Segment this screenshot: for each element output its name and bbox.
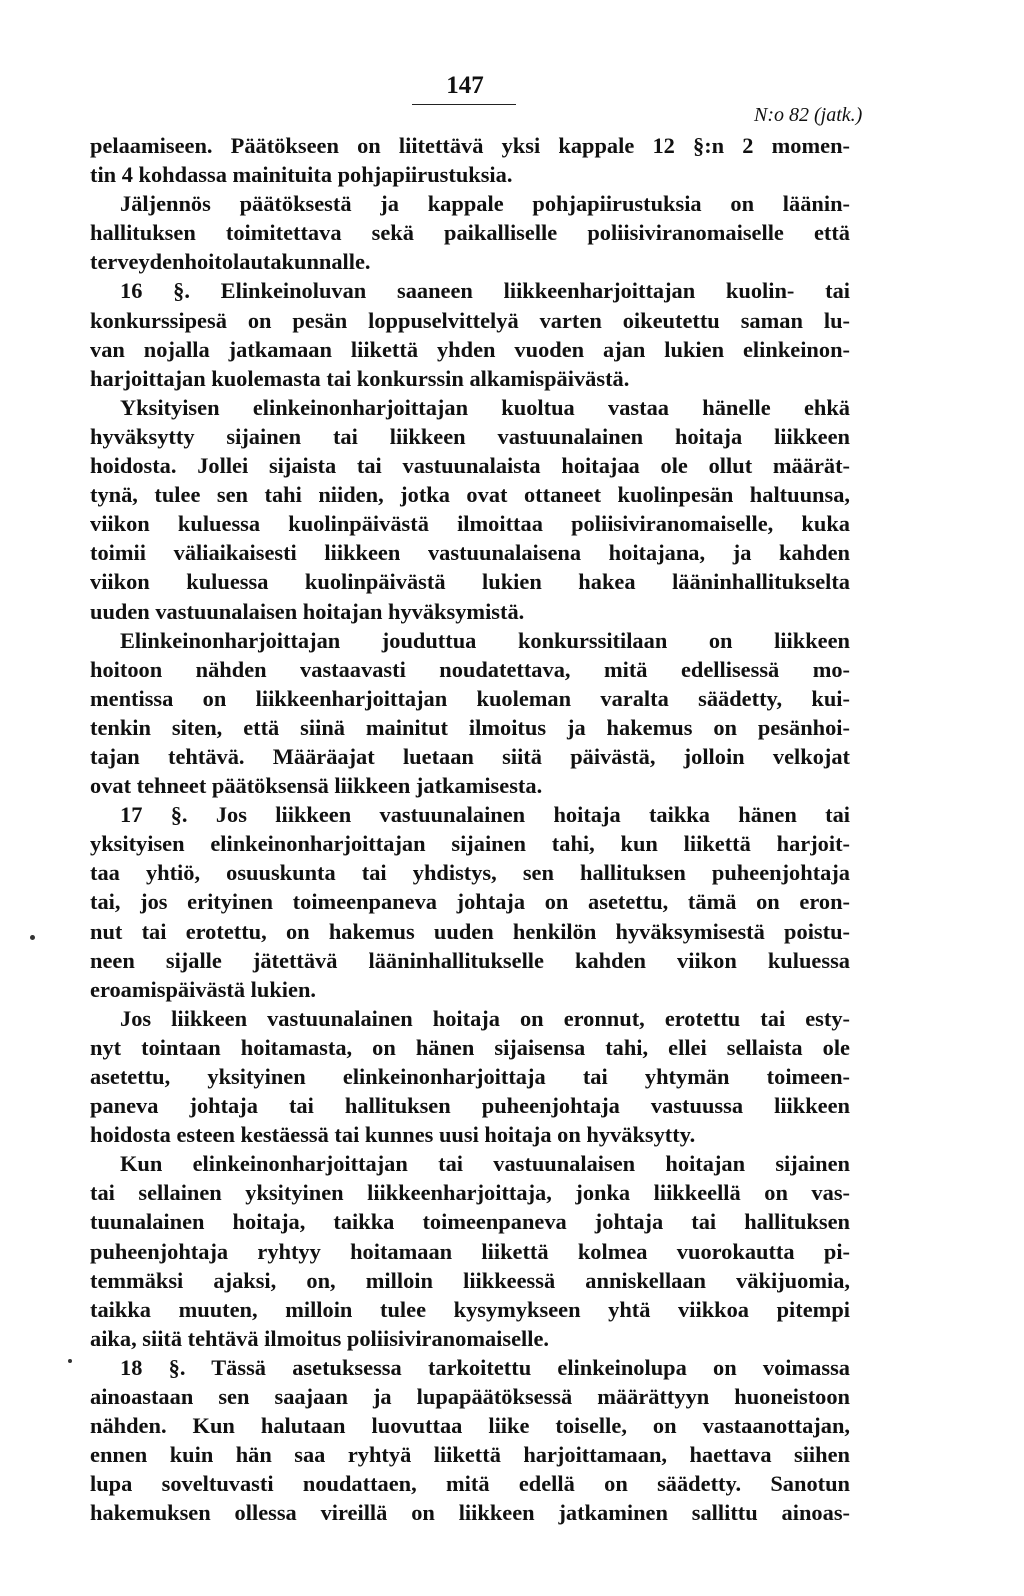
text-line: nut tai erotettu, on hakemus uuden henkilön hyväksymisestä poistu- bbox=[90, 918, 850, 944]
text-line: pelaamiseen. Päätökseen on liitettävä yksi kappale 12 §:n 2 momen- bbox=[90, 133, 850, 158]
text-line: terveydenhoitolautakunnalle. bbox=[90, 249, 371, 275]
text-line: yksityisen elinkeinonharjoittajan sijainen tahi, kun liikettä harjoit- bbox=[90, 831, 850, 857]
text-line: hakemuksen ollessa vireillä on liikkeen jatkaminen sallittu ainoas- bbox=[90, 1500, 850, 1526]
text-line: puheenjohtaja ryhtyy hoitamaan liikettä kolmea vuorokautta pi- bbox=[90, 1238, 850, 1264]
text-line: Yksityisen elinkeinonharjoittajan kuoltua vastaa hänelle ehkä bbox=[120, 394, 850, 420]
text-line: tai, jos erityinen toimeenpaneva johtaja on asetettu, tämä on eron- bbox=[90, 889, 850, 915]
text-line: ovat tehneet päätöksensä liikkeen jatkamisesta. bbox=[90, 773, 543, 799]
text-line: taikka muuten, milloin tulee kysymykseen yhtä viikkoa pitempi bbox=[90, 1296, 850, 1322]
text-line: eroamispäivästä lukien. bbox=[90, 976, 317, 1002]
text-line: viikon kuluessa kuolinpäivästä ilmoittaa poliisiviranomaiselle, kuka bbox=[90, 511, 850, 537]
text-line: konkurssipesä on pesän loppuselvittelyä varten oikeutettu saman lu- bbox=[90, 307, 850, 333]
text-line: hallituksen toimitettava sekä paikalliselle poliisiviranomaiselle että bbox=[90, 220, 850, 246]
text-line: hoidosta. Jollei sijaista tai vastuunalaista hoitajaa ole ollut määrät- bbox=[90, 453, 850, 479]
print-speck bbox=[30, 935, 35, 940]
text-line: hoitoon nähden vastaavasti noudatettava, mitä edellisessä mo- bbox=[90, 656, 850, 682]
text-line: aika, siitä tehtävä ilmoitus poliisiviranomaiselle. bbox=[90, 1325, 550, 1351]
text-line: mentissa on liikkeenharjoittajan kuoleman varalta säädetty, kui- bbox=[90, 685, 850, 711]
text-line: tin 4 kohdassa mainituita pohjapiirustuksia. bbox=[90, 162, 513, 188]
text-line: neen sijalle jätettävä lääninhallitukselle kahden viikon kuluessa bbox=[90, 947, 850, 973]
text-line: taa yhtiö, osuuskunta tai yhdistys, sen hallituksen puheenjohtaja bbox=[90, 860, 850, 886]
document-reference: N:o 82 (jatk.) bbox=[754, 104, 863, 126]
text-line: Elinkeinonharjoittajan jouduttua konkurssitilaan on liikkeen bbox=[120, 627, 850, 653]
text-line: 18 §. Tässä asetuksessa tarkoitettu elinkeinolupa on voimassa bbox=[120, 1354, 850, 1380]
text-line: tenkin siten, että siinä mainitut ilmoitus ja hakemus on pesänhoi- bbox=[90, 714, 850, 740]
text-line: Kun elinkeinonharjoittajan tai vastuunalaisen hoitajan sijainen bbox=[120, 1151, 850, 1177]
text-line: viikon kuluessa kuolinpäivästä lukien hakea lääninhallitukselta bbox=[90, 569, 850, 595]
text-line: lupa soveltuvasti noudattaen, mitä edellä on säädetty. Sanotun bbox=[90, 1471, 850, 1497]
page-number-rule bbox=[412, 104, 516, 105]
text-line: 17 §. Jos liikkeen vastuunalainen hoitaja taikka hänen tai bbox=[120, 802, 850, 828]
print-speck bbox=[68, 1359, 72, 1363]
page-number: 147 bbox=[446, 72, 484, 99]
text-line: paneva johtaja tai hallituksen puheenjohtaja vastuussa liikkeen bbox=[90, 1093, 850, 1119]
text-line: ennen kuin hän saa ryhtyä liikettä harjoittamaan, haettava siihen bbox=[90, 1442, 850, 1468]
text-line: hyväksytty sijainen tai liikkeen vastuunalainen hoitaja liikkeen bbox=[90, 423, 850, 449]
text-line: van nojalla jatkamaan liikettä yhden vuoden ajan lukien elinkeinon- bbox=[90, 336, 850, 362]
text-line: nähden. Kun halutaan luovuttaa liike toiselle, on vastaanottajan, bbox=[90, 1413, 850, 1439]
text-line: tynä, tulee sen tahi niiden, jotka ovat ottaneet kuolinpesän haltuunsa, bbox=[90, 482, 850, 508]
text-line: tai sellainen yksityinen liikkeenharjoittaja, jonka liikkeellä on vas- bbox=[90, 1180, 850, 1206]
text-line: asetettu, yksityinen elinkeinonharjoittaja tai yhtymän toimeen- bbox=[90, 1064, 850, 1089]
text-line: Jäljennös päätöksestä ja kappale pohjapiirustuksia on läänin- bbox=[120, 191, 850, 217]
text-line: hoidosta esteen kestäessä tai kunnes uusi hoitaja on hyväksytty. bbox=[90, 1122, 696, 1148]
body-text bbox=[90, 131, 850, 1528]
text-line: tuunalainen hoitaja, taikka toimeenpaneva johtaja tai hallituksen bbox=[90, 1209, 850, 1235]
text-line: toimii väliaikaisesti liikkeen vastuunalaisena hoitajana, ja kahden bbox=[90, 540, 850, 566]
text-line: 16 §. Elinkeinoluvan saaneen liikkeenharjoittajan kuolin- tai bbox=[120, 278, 850, 304]
text-line: temmäksi ajaksi, on, milloin liikkeessä anniskellaan väkijuomia, bbox=[90, 1267, 850, 1293]
text-line: tajan tehtävä. Määräajat luetaan siitä päivästä, jolloin velkojat bbox=[90, 743, 850, 769]
text-line: Jos liikkeen vastuunalainen hoitaja on eronnut, erotettu tai esty- bbox=[120, 1005, 850, 1031]
text-line: harjoittajan kuolemasta tai konkurssin alkamispäivästä. bbox=[90, 365, 630, 391]
text-line: uuden vastuunalaisen hoitajan hyväksymistä. bbox=[90, 598, 525, 624]
text-line: ainoastaan sen saajaan ja lupapäätöksessä määrättyyn huoneistoon bbox=[90, 1384, 850, 1410]
text-line: nyt tointaan hoitamasta, on hänen sijaisensa tahi, ellei sellaista ole bbox=[90, 1034, 850, 1060]
